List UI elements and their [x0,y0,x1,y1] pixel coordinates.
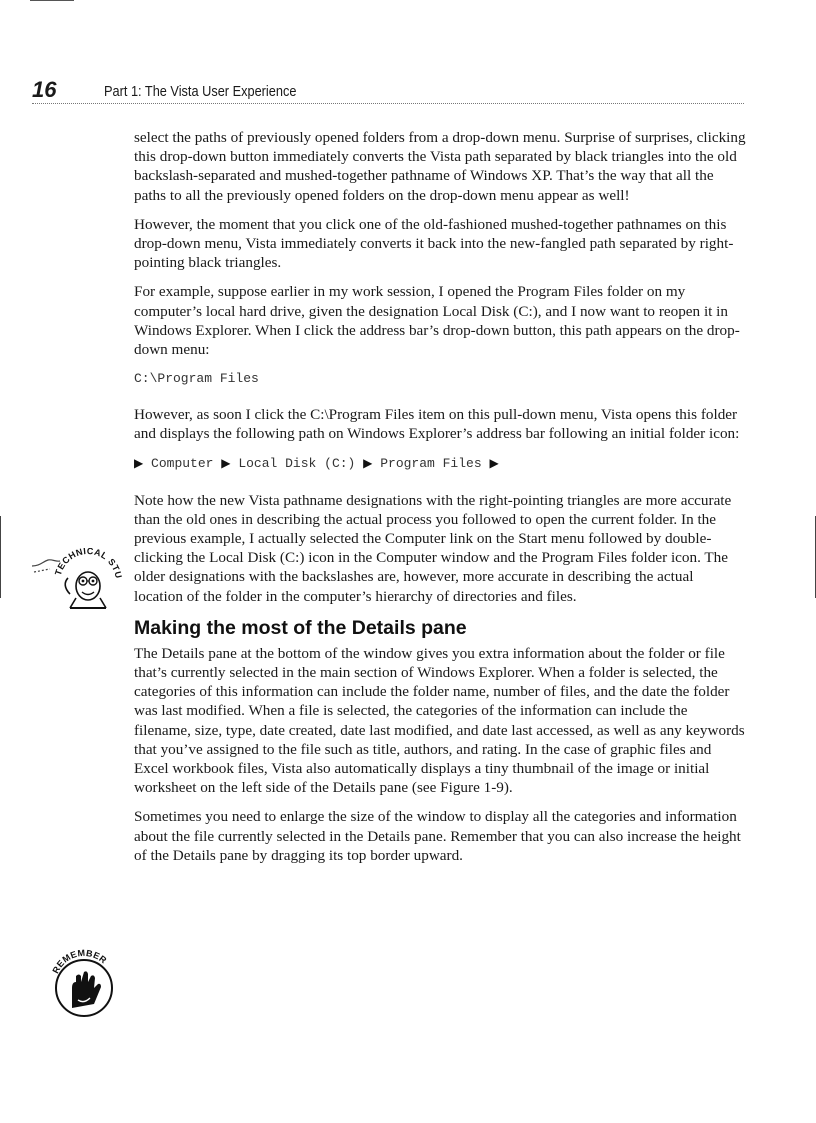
crumb-program-files: Program Files [380,455,482,471]
crumb-computer: Computer [151,455,214,471]
svg-text:TECHNICAL STUFF: TECHNICAL ST [52,548,122,577]
remember-icon-graphic [48,948,120,1020]
crumb-local-disk: Local Disk (C:) [238,455,356,471]
technical-stuff-icon [30,548,122,610]
remember-icon [48,948,120,1020]
paragraph-4: However, as soon I click the C:\Program Files item on this pull-down menu, Vista opens this folder and displays the following path on Windows Explorer’s address bar following an initial folder icon: [134,406,740,443]
triangle-icon: ▶ [134,455,144,470]
svg-text:REMEMBER: REMEMBER [50,948,109,976]
triangle-icon: ▶ [363,455,373,470]
page-number: 16 [32,77,57,102]
section-heading: Making the most of the Details pane [134,616,467,639]
code-old-path: C:\Program Files [134,371,259,387]
technical-stuff-icon-graphic [30,548,122,610]
triangle-icon: ▶ [221,455,231,470]
body-text [134,128,746,875]
remember-note: Sometimes you need to enlarge the size of the window to display all the categories and information about the file currently selected in the Details pane. Remember that you can also increase the height of the Details pane by dragging its top border upward. [134,808,741,864]
part-title: Part 1: The Vista User Experience [104,84,297,100]
triangle-icon: ▶ [489,455,499,470]
paragraph-3: For example, suppose earlier in my work session, I opened the Program Files folder on my computer’s local hard drive, given the designation Local Disk (C:), and I now want to reopen it in Windows Explorer. When I click the address bar’s drop-down button, this path appears on the drop-down menu: [134,283,740,359]
technical-stuff-note: Note how the new Vista pathname designations with the right-pointing triangles are more accurate than the old ones in describing the actual process you followed to open the current folder. In the previous example, I actually selected the Computer link on the Start menu followed by double-clicking the Local Disk (C:) icon in the Computer window and the Program Files folder icon. The older designations with the backslashes are, however, more accurate in describing the actual location of the folder in the computer’s hierarchy of directories and files. [134,491,732,605]
header-rule [32,103,744,104]
crop-mark-left [0,516,1,598]
paragraph-1: select the paths of previously opened folders from a drop-down menu. Surprise of surprises, clicking this drop-down button immediately converts the Vista path separated by black triangles into the old backslash-separated and mushed-together pathname of Windows XP. That’s the way that all the paths to all the previously opened folders on the drop-down menu appear as well! [134,129,746,204]
paragraph-2: However, the moment that you click one of the old-fashioned mushed-together pathnames on this drop-down menu, Vista immediately converts it back into the new-fangled path separated by right-pointing black triangles. [134,215,734,272]
details-pane-paragraph: The Details pane at the bottom of the window gives you extra information about the folder or file that’s currently selected in the main section of Windows Explorer. When a folder is selected, the categories of this information can include the folder name, number of files, and the date the folder was last modified. When a file is selected, the categories of the information can include the filename, size, type, date created, date last modified, and date last accessed, as well as any keywords that you’ve assigned to the file such as title, authors, and rating. In the case of graphic files and Excel workbook files, Vista also automatically displays a tiny thumbnail of the image or initial worksheet on the left side of the Details pane (see Figure 1-9). [134,644,745,797]
code-vista-path [134,454,746,473]
crop-mark [30,0,74,1]
running-header [32,78,744,102]
